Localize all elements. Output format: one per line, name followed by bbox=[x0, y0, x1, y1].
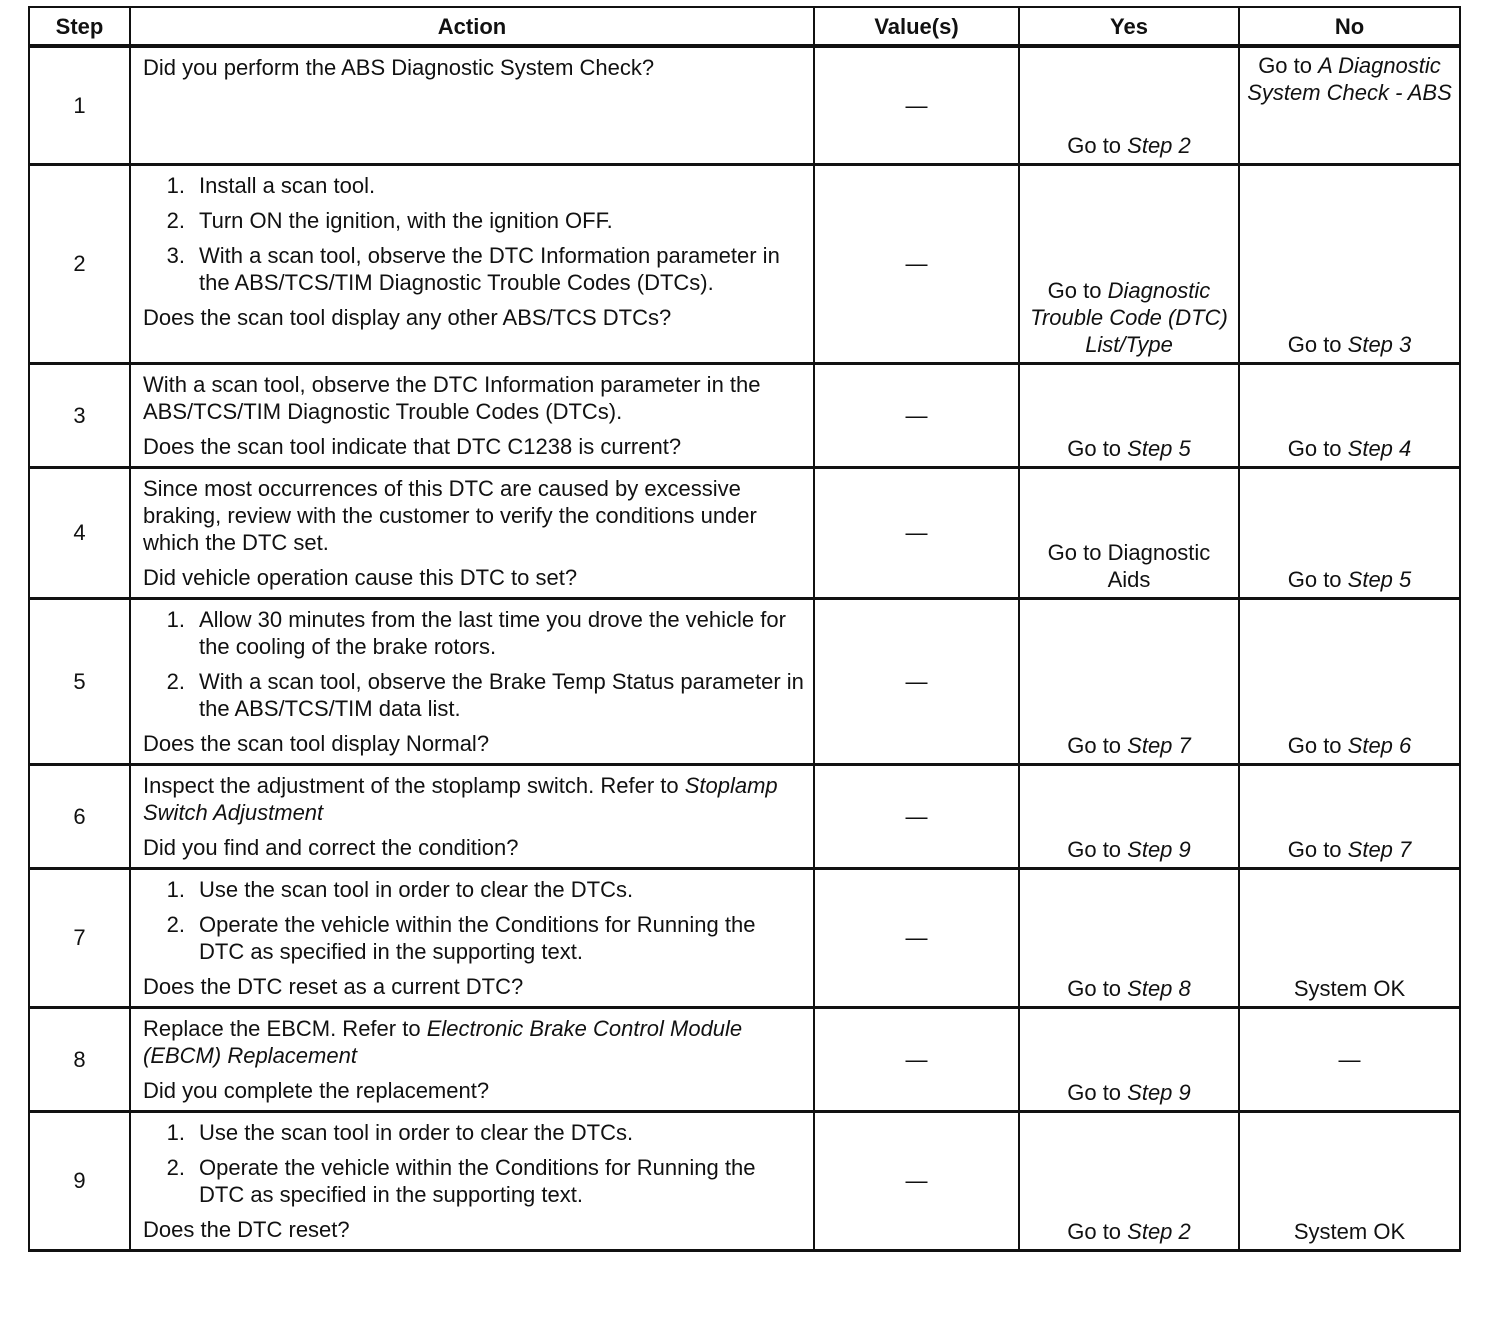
yes-reference-link[interactable]: Step 7 bbox=[1127, 732, 1191, 758]
action-step-text: With a scan tool, observe the DTC Information parameter in the ABS/TCS/TIM Diagnostic Trouble Codes (DTCs). bbox=[199, 242, 780, 295]
yes-prefix: Go to bbox=[1047, 277, 1108, 303]
action-step-text: Operate the vehicle within the Conditions for Running the DTC as specified in the supporting text. bbox=[199, 911, 756, 964]
values-cell: — bbox=[814, 868, 1019, 1007]
table-row bbox=[29, 764, 1460, 868]
action-question: Does the scan tool indicate that DTC C1238 is current? bbox=[143, 433, 682, 459]
yes-reference-link[interactable]: Diagnostic Trouble Code (DTC) List/Type bbox=[1030, 277, 1228, 357]
no-cell bbox=[1239, 164, 1460, 363]
table-row bbox=[29, 467, 1460, 598]
header-row bbox=[29, 7, 1460, 46]
action-step-item bbox=[143, 668, 805, 722]
no-prefix: Go to bbox=[1287, 732, 1348, 758]
yes-prefix: Go to bbox=[1067, 435, 1128, 461]
yes-cell bbox=[1019, 764, 1239, 868]
action-step-item bbox=[143, 1154, 805, 1208]
no-cell bbox=[1239, 1111, 1460, 1250]
table-row bbox=[29, 1111, 1460, 1250]
action-step-number: 1. bbox=[166, 172, 185, 198]
header-no: No bbox=[1239, 7, 1460, 46]
no-reference-link[interactable]: Step 7 bbox=[1347, 836, 1412, 862]
yes-cell bbox=[1019, 164, 1239, 363]
values-cell: — bbox=[814, 46, 1019, 164]
action-step-text: With a scan tool, observe the Brake Temp Status parameter in the ABS/TCS/TIM data list. bbox=[199, 668, 804, 721]
action-step-text: Turn ON the ignition, with the ignition OFF. bbox=[199, 207, 613, 233]
values-cell: — bbox=[814, 363, 1019, 467]
yes-reference-link[interactable]: Step 2 bbox=[1127, 132, 1191, 158]
no-prefix: Go to bbox=[1287, 836, 1348, 862]
step-number: 6 bbox=[29, 764, 130, 868]
action-step-item bbox=[143, 207, 805, 234]
action-step-item bbox=[143, 606, 805, 660]
action-step-item bbox=[143, 1119, 805, 1146]
action-question: Does the DTC reset as a current DTC? bbox=[143, 973, 524, 999]
action-step-number: 3. bbox=[166, 242, 185, 268]
yes-cell bbox=[1019, 868, 1239, 1007]
action-step-text: Operate the vehicle within the Conditions for Running the DTC as specified in the supporting text. bbox=[199, 1154, 756, 1207]
action-reference-link[interactable]: Stoplamp Switch Adjustment bbox=[143, 772, 778, 825]
yes-cell bbox=[1019, 363, 1239, 467]
action-question: Does the scan tool display any other ABS/TCS DTCs? bbox=[143, 304, 672, 330]
action-step-text: Use the scan tool in order to clear the DTCs. bbox=[199, 1119, 634, 1145]
yes-cell bbox=[1019, 1111, 1239, 1250]
action-steps-list bbox=[143, 1119, 805, 1208]
no-dash: — bbox=[1338, 1046, 1361, 1072]
yes-prefix: Go to bbox=[1067, 975, 1128, 1001]
no-cell bbox=[1239, 598, 1460, 764]
header-step: Step bbox=[29, 7, 130, 46]
no-reference-link[interactable]: Step 6 bbox=[1347, 732, 1412, 758]
step-number: 7 bbox=[29, 868, 130, 1007]
action-step-number: 2. bbox=[166, 911, 185, 937]
no-prefix: Go to bbox=[1287, 435, 1348, 461]
action-step-number: 1. bbox=[166, 1119, 185, 1145]
values-cell: — bbox=[814, 764, 1019, 868]
action-reference-link[interactable]: Electronic Brake Control Module (EBCM) Replacement bbox=[143, 1015, 743, 1068]
action-steps-list bbox=[143, 606, 805, 722]
values-cell: — bbox=[814, 164, 1019, 363]
action-question: Did you perform the ABS Diagnostic System Check? bbox=[143, 55, 655, 80]
diagnostic-table bbox=[28, 6, 1461, 1252]
yes-cell bbox=[1019, 598, 1239, 764]
action-question: Did you find and correct the condition? bbox=[143, 834, 519, 860]
step-number: 9 bbox=[29, 1111, 130, 1250]
header-values: Value(s) bbox=[814, 7, 1019, 46]
values-cell: — bbox=[814, 1111, 1019, 1250]
table-row bbox=[29, 46, 1460, 164]
action-step-text: Use the scan tool in order to clear the DTCs. bbox=[199, 876, 634, 902]
action-step-number: 1. bbox=[166, 606, 185, 632]
step-number: 8 bbox=[29, 1007, 130, 1111]
no-cell bbox=[1239, 46, 1460, 164]
yes-cell bbox=[1019, 46, 1239, 164]
action-step-text: Allow 30 minutes from the last time you drove the vehicle for the cooling of the brake rotors. bbox=[199, 606, 786, 659]
step-number: 2 bbox=[29, 164, 130, 363]
no-text: System OK bbox=[1293, 975, 1406, 1001]
action-text-body: Since most occurrences of this DTC are caused by excessive braking, review with the customer to verify the conditions under which the DTC set. bbox=[143, 475, 757, 555]
yes-text: Go to Diagnostic Aids bbox=[1047, 539, 1211, 592]
table-row bbox=[29, 164, 1460, 363]
action-cell bbox=[130, 164, 814, 363]
action-steps-list bbox=[143, 172, 805, 296]
action-step-item bbox=[143, 172, 805, 199]
action-cell bbox=[130, 363, 814, 467]
step-number: 5 bbox=[29, 598, 130, 764]
action-text bbox=[143, 475, 805, 556]
action-text-body: Inspect the adjustment of the stoplamp switch. Refer to bbox=[143, 772, 685, 798]
values-cell: — bbox=[814, 467, 1019, 598]
yes-prefix: Go to bbox=[1067, 1218, 1128, 1244]
no-reference-link[interactable]: Step 3 bbox=[1347, 331, 1412, 357]
yes-reference-link[interactable]: Step 9 bbox=[1127, 1079, 1191, 1105]
yes-reference-link[interactable]: Step 2 bbox=[1127, 1218, 1191, 1244]
action-cell bbox=[130, 764, 814, 868]
table-row bbox=[29, 363, 1460, 467]
values-cell: — bbox=[814, 598, 1019, 764]
action-question: Does the scan tool display Normal? bbox=[143, 730, 490, 756]
action-step-item bbox=[143, 911, 805, 965]
yes-prefix: Go to bbox=[1067, 732, 1128, 758]
no-text: System OK bbox=[1293, 1218, 1406, 1244]
action-text bbox=[143, 371, 805, 425]
yes-prefix: Go to bbox=[1067, 1079, 1128, 1105]
no-prefix: Go to bbox=[1287, 331, 1348, 357]
action-step-number: 2. bbox=[166, 207, 185, 233]
yes-reference-link[interactable]: Step 5 bbox=[1127, 435, 1191, 461]
action-step-number: 2. bbox=[166, 668, 185, 694]
no-prefix: Go to bbox=[1258, 53, 1319, 78]
action-text bbox=[143, 772, 805, 826]
table-row bbox=[29, 868, 1460, 1007]
step-number: 3 bbox=[29, 363, 130, 467]
yes-reference-link[interactable]: Step 9 bbox=[1127, 836, 1191, 862]
action-step-number: 2. bbox=[166, 1154, 185, 1180]
no-reference-link[interactable]: Step 4 bbox=[1347, 435, 1412, 461]
step-number: 1 bbox=[29, 46, 130, 164]
no-cell bbox=[1239, 363, 1460, 467]
yes-reference-link[interactable]: Step 8 bbox=[1127, 975, 1191, 1001]
no-cell bbox=[1239, 868, 1460, 1007]
table-row bbox=[29, 598, 1460, 764]
action-cell bbox=[130, 598, 814, 764]
no-reference-link[interactable]: Step 5 bbox=[1347, 566, 1412, 592]
action-step-item bbox=[143, 876, 805, 903]
yes-cell bbox=[1019, 1007, 1239, 1111]
no-cell bbox=[1239, 764, 1460, 868]
action-step-text: Install a scan tool. bbox=[199, 172, 376, 198]
no-prefix: Go to bbox=[1287, 566, 1348, 592]
action-text-body: With a scan tool, observe the DTC Information parameter in the ABS/TCS/TIM Diagnostic Trouble Codes (DTCs). bbox=[143, 371, 761, 424]
yes-prefix: Go to bbox=[1067, 132, 1128, 158]
no-cell bbox=[1239, 467, 1460, 598]
action-steps-list bbox=[143, 876, 805, 965]
action-cell bbox=[130, 1007, 814, 1111]
action-question: Did you complete the replacement? bbox=[143, 1077, 490, 1103]
values-cell: — bbox=[814, 1007, 1019, 1111]
action-step-item bbox=[143, 242, 805, 296]
no-cell bbox=[1239, 1007, 1460, 1111]
yes-prefix: Go to bbox=[1067, 836, 1128, 862]
table-row bbox=[29, 1007, 1460, 1111]
header-action: Action bbox=[130, 7, 814, 46]
no-reference-link[interactable]: A Diagnostic System Check - ABS bbox=[1247, 53, 1452, 105]
header-yes: Yes bbox=[1019, 7, 1239, 46]
action-cell bbox=[130, 1111, 814, 1250]
action-step-number: 1. bbox=[166, 876, 185, 902]
action-cell bbox=[130, 46, 814, 164]
action-text bbox=[143, 1015, 805, 1069]
action-cell bbox=[130, 467, 814, 598]
action-question: Does the DTC reset? bbox=[143, 1216, 350, 1242]
action-cell bbox=[130, 868, 814, 1007]
action-question: Did vehicle operation cause this DTC to set? bbox=[143, 564, 578, 590]
yes-cell bbox=[1019, 467, 1239, 598]
step-number: 4 bbox=[29, 467, 130, 598]
action-text-body: Replace the EBCM. Refer to bbox=[143, 1015, 427, 1041]
